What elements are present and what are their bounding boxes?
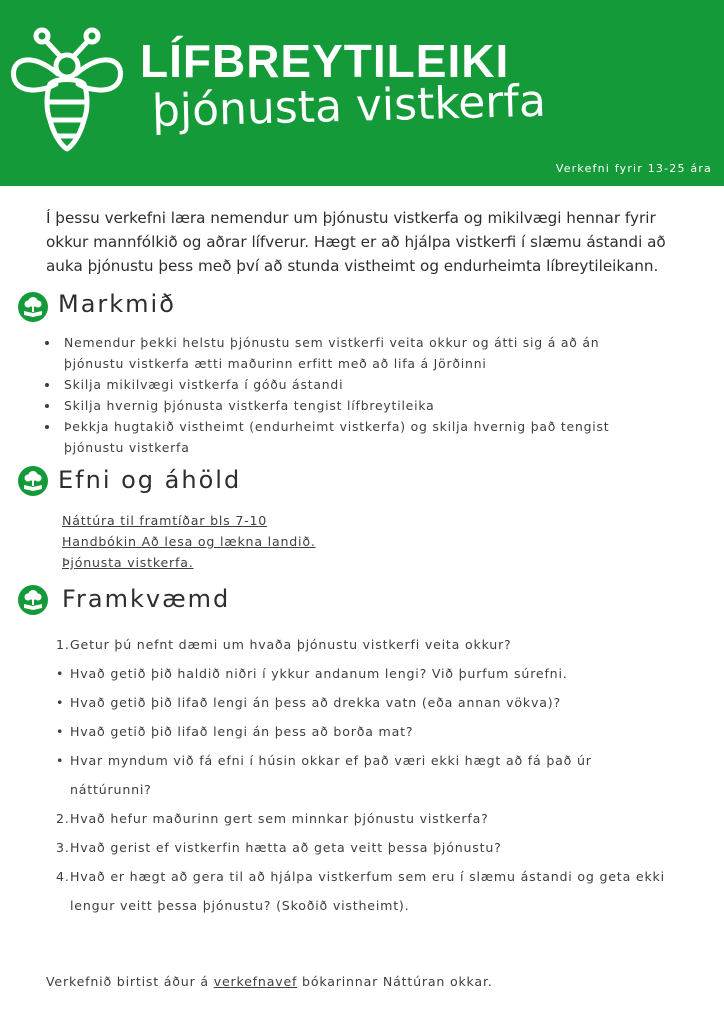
age-label: Verkefni fyrir 13-25 ára [555, 162, 712, 175]
list-item: • Þekkja hugtakið vistheimt (endurheimt vistkerfa) og skilja hvernig það tengist þjónustu vistkerfa [60, 416, 660, 458]
page-title: LÍFBREYTILEIKI [140, 35, 510, 87]
materials-links [62, 510, 316, 573]
tree-book-icon [18, 585, 48, 615]
list-item [56, 862, 676, 920]
step-text: Getur þú nefnt dæmi um hvaða þjónustu vistkerfi veita okkur? [70, 637, 512, 652]
section-title-procedure: Framkvæmd [62, 585, 231, 613]
step-text: Hvað getið þið lifað lengi án þess að borða mat? [70, 724, 414, 739]
tree-book-icon [18, 292, 48, 322]
list-item: • Skilja hvernig þjónusta vistkerfa tengist lífbreytileika [60, 395, 660, 416]
step-text: Hvað er hægt að gera til að hjálpa vistkerfum sem eru í slæmu ástandi og geta ekki lengur veitt þessa þjónustu? (Skoðið vistheimt). [70, 869, 665, 913]
tree-book-icon [18, 466, 48, 496]
step-text: Hvað hefur maðurinn gert sem minnkar þjónustu vistkerfa? [70, 811, 489, 826]
list-marker: 2. [56, 811, 70, 826]
step-text: Hvar myndum við fá efni í húsin okkar ef það væri ekki hægt að fá það úr náttúrunni? [70, 753, 592, 797]
procedure-list [56, 630, 676, 920]
list-item: • Nemendur þekki helstu þjónustu sem vistkerfi veita okkur og átti sig á að án þjónustu vistkerfa ætti maðurinn erfitt með að lifa á Jörðinni [60, 332, 660, 374]
intro-paragraph: Í þessu verkefni læra nemendur um þjónustu vistkerfa og mikilvægi hennar fyrir okkur mannfólkið og aðrar lífverur. Hægt er að hjálpa vistkerfi í slæmu ástandi að auka þjónustu þess með því að stunda vistheimt og endurheimta líbreytileikann. [46, 209, 666, 275]
link-thjonusta-vistkerfa[interactable]: Þjónusta vistkerfa. [62, 555, 194, 570]
list-item [56, 659, 676, 688]
footer-text: Verkefnið birtist áður á [46, 974, 214, 989]
list-marker: • [56, 695, 65, 710]
list-item [56, 746, 676, 804]
list-marker: • [56, 724, 65, 739]
step-text: Hvað getið þið lifað lengi án þess að drekka vatn (eða annan vökva)? [70, 695, 561, 710]
list-item [56, 688, 676, 717]
list-item: • Skilja mikilvægi vistkerfa í góðu ástandi [60, 374, 660, 395]
header-banner [0, 0, 724, 186]
link-nattura-til-framtidar[interactable]: Náttúra til framtíðar bls 7-10 [62, 513, 268, 528]
footer-text: bókarinnar Náttúran okkar. [297, 974, 493, 989]
list-item [56, 804, 676, 833]
section-title-materials: Efni og áhöld [58, 466, 242, 494]
page-subtitle: þjónusta vistkerfa [151, 75, 547, 137]
bee-icon [8, 22, 128, 152]
list-marker: • [56, 753, 65, 768]
list-marker: 4. [56, 869, 70, 884]
link-handbokin[interactable]: Handbókin Að lesa og lækna landið. [62, 534, 316, 549]
step-text: Hvað gerist ef vistkerfin hætta að geta veitt þessa þjónustu? [70, 840, 502, 855]
list-marker: 1. [56, 637, 70, 652]
section-title-goals: Markmið [58, 290, 176, 318]
list-item [56, 717, 676, 746]
list-marker: 3. [56, 840, 70, 855]
footer-note [46, 974, 493, 989]
footer-link-verkefnavef[interactable]: verkefnavef [213, 974, 298, 989]
list-marker: • [56, 666, 65, 681]
goals-list [46, 332, 660, 458]
step-text: Hvað getið þið haldið niðri í ykkur andanum lengi? Við þurfum súrefni. [70, 666, 568, 681]
list-item [56, 833, 676, 862]
list-item [56, 630, 676, 659]
